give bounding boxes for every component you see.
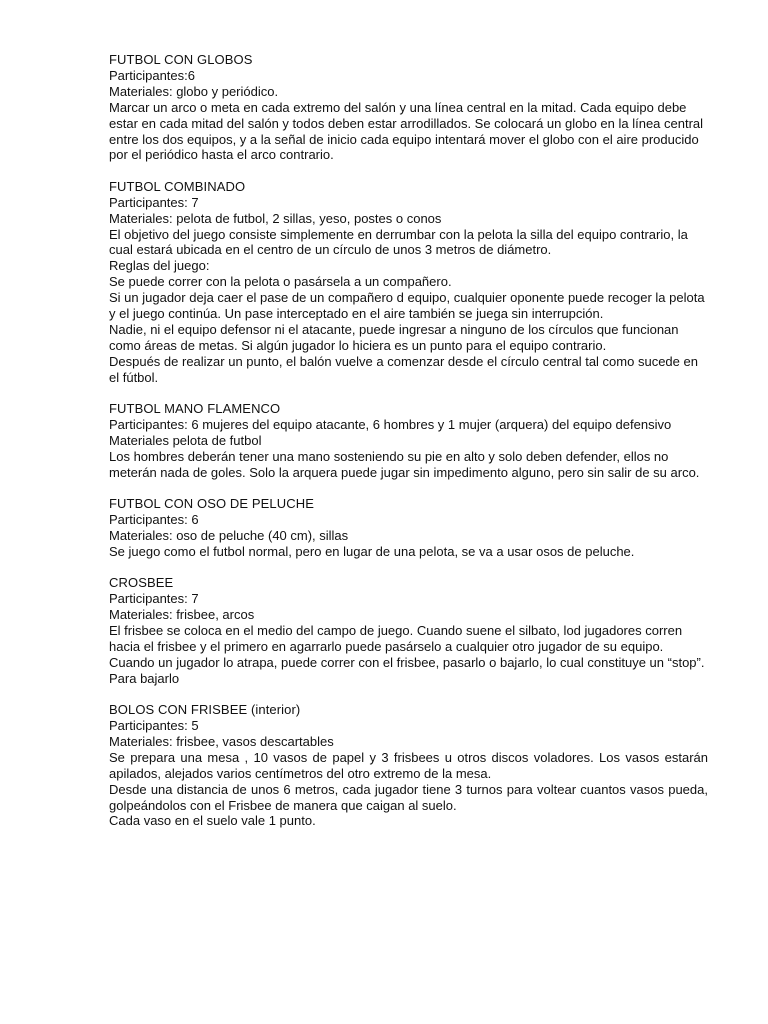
rules-heading: Reglas del juego:	[109, 258, 210, 274]
section-title: BOLOS CON FRISBEE (interior)	[109, 702, 301, 718]
participants-line: Participantes: 6	[109, 512, 199, 528]
description-paragraph: El frisbee se coloca en el medio del campo de juego. Cuando suene el silbato, lod jugadores corren hacia el frisbee y el primero en agarrarlo puede pasárselo a cualquier otro jugador de su equipo. Cuando un jugador lo atrapa, puede correr con el frisbee, pasarlo o bajarlo, lo cual constituye un “stop”. Para bajarlo	[109, 623, 705, 686]
section-futbol-con-globos	[109, 52, 708, 163]
materials-line: Materiales: globo y periódico.	[109, 83, 279, 99]
rule-paragraph: Nadie, ni el equipo defensor ni el atacante, puede ingresar a ninguno de los círculos que funcionan como áreas de metas. Si algún jugador lo hiciera es un punto para el equipo contrario.	[109, 322, 679, 353]
section-crosbee	[109, 575, 708, 686]
section-futbol-combinado	[109, 179, 708, 386]
rule-paragraph: Si un jugador deja caer el pase de un compañero d equipo, cualquier oponente puede recoger la pelota y el juego continúa. Un pase interceptado en el aire también se juega sin interrupción.	[109, 290, 705, 322]
section-title: FUTBOL CON OSO DE PELUCHE	[109, 496, 314, 512]
description-paragraph: El objetivo del juego consiste simplemente en derrumbar con la pelota la silla del equipo contrario, la cual estará ubicada en el centro de un círculo de unos 3 metros de diámetro.	[109, 226, 688, 258]
participants-line: Participantes: 6 mujeres del equipo atacante, 6 hombres y 1 mujer (arquera) del equipo defensivo	[109, 417, 672, 433]
description-paragraph: Los hombres deberán tener una mano sosteniendo su pie en alto y solo deben defender, ellos no meterán nada de goles. Solo la arquera puede jugar sin impedimento alguno, pero sin salir de su arco.	[109, 448, 700, 480]
section-futbol-con-oso	[109, 496, 708, 560]
materials-line: Materiales pelota de futbol	[109, 432, 262, 448]
description-paragraph: Se juego como el futbol normal, pero en lugar de una pelota, se va a usar osos de peluche.	[109, 543, 635, 559]
participants-line: Participantes: 7	[109, 194, 199, 210]
section-title: FUTBOL COMBINADO	[109, 178, 246, 194]
section-title: CROSBEE	[109, 575, 174, 591]
materials-line: Materiales: frisbee, arcos	[109, 607, 255, 623]
participants-line: Participantes: 7	[109, 591, 199, 607]
section-bolos-con-frisbee	[109, 702, 708, 829]
materials-line: Materiales: oso de peluche (40 cm), sillas	[109, 527, 349, 543]
rule-paragraph: Después de realizar un punto, el balón vuelve a comenzar desde el círculo central tal como sucede en el fútbol.	[109, 353, 698, 385]
description-paragraph: Marcar un arco o meta en cada extremo del salón y una línea central en la mitad. Cada equipo debe estar en cada mitad del salón y todos deben estar arrodillados. Se colocará un globo en la línea central entre los dos equipos, y a la señal de inicio cada equipo intentará mover el globo con el aire producido por el periódico hasta el arco contrario.	[109, 99, 704, 163]
materials-line: Materiales: frisbee, vasos descartables	[109, 733, 334, 749]
section-title: FUTBOL CON GLOBOS	[109, 52, 253, 67]
section-title: FUTBOL MANO FLAMENCO	[109, 401, 281, 417]
rule-paragraph: Se puede correr con la pelota o pasársela a un compañero.	[109, 274, 452, 290]
scoring-line: Cada vaso en el suelo vale 1 punto.	[109, 813, 316, 829]
section-futbol-mano-flamenco	[109, 401, 708, 481]
materials-line: Materiales: pelota de futbol, 2 sillas, yeso, postes o conos	[109, 210, 442, 226]
participants-line: Participantes:6	[109, 67, 195, 83]
description-paragraph: Se prepara una mesa , 10 vasos de papel y 3 frisbees u otros discos voladores. Los vasos estarán apilados, alejados varios centímetros del otro extremo de la mesa.	[109, 749, 708, 781]
participants-line: Participantes: 5	[109, 718, 199, 734]
description-paragraph: Desde una distancia de unos 6 metros, cada jugador tiene 3 turnos para voltear cuantos vasos pueda, golpeándolos con el Frisbee de manera que caigan al suelo.	[109, 781, 708, 813]
